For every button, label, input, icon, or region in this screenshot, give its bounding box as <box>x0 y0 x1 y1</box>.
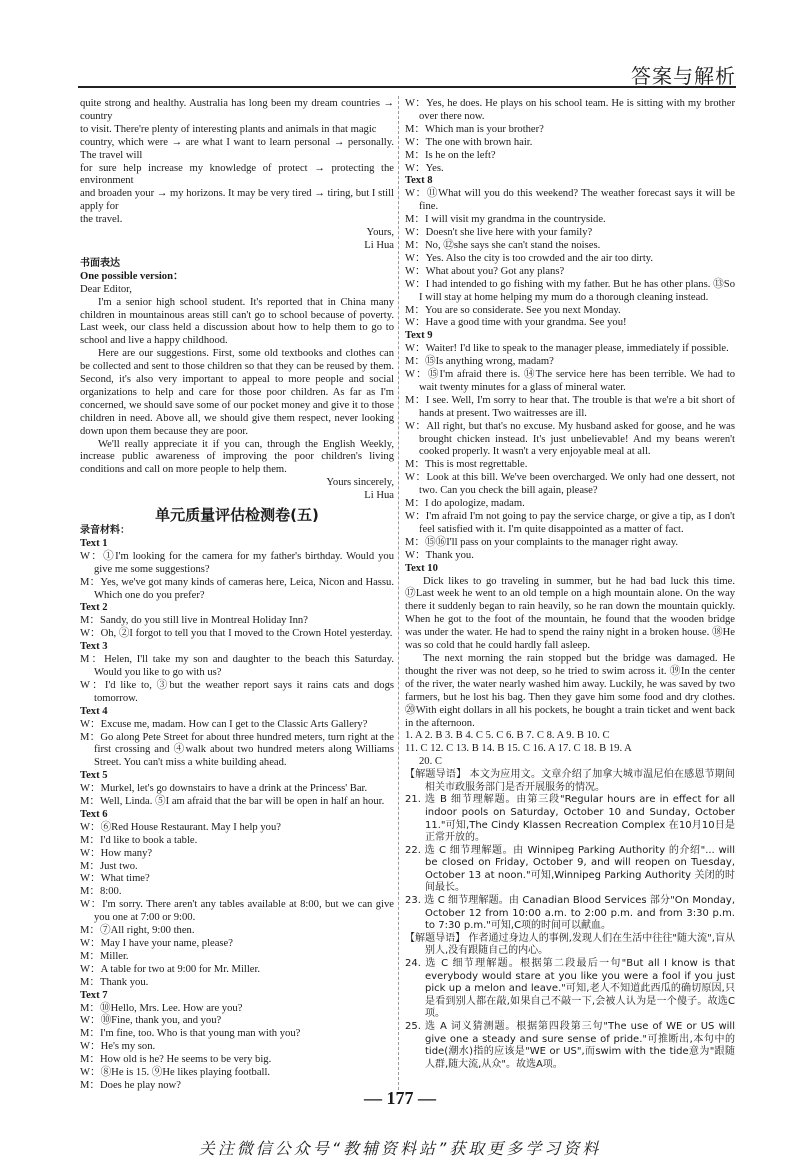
dialog-line: W：Look at this bill. We've been overcharged. We only had one dessert, not two. Can you check the bill again, please? <box>405 472 735 497</box>
page-number: — 177 — <box>364 1088 436 1108</box>
text-heading: Text 4 <box>80 705 108 717</box>
dialog-line: W：Oh, ②I forgot to tell you that I moved to the Crown Hotel yesterday. <box>80 628 393 640</box>
dialog-line: M：Which man is your brother? <box>405 123 544 135</box>
passage-paragraph: Dick likes to go traveling in summer, but he had bad luck this time. ⑰Last week he went to an old temple on a high mountain alone. On the way there it suddenly began to rain heavily, so he ran down the mountain quickly. When he got to the foot of the mountain, he found that the wooden bridge was under the water. He had to spend the rainy night in a broken house. ⑱He was so cold that he could hardly fall asleep. <box>405 575 735 652</box>
dialog-line: W：I had intended to go fishing with my father. But he has other plans. ⑬So I will stay at home helping my mum do a thorough cleaning instead. <box>405 278 735 303</box>
dialog-line: M：⑮⑯I'll pass on your complaints to the manager right away. <box>405 536 679 548</box>
text-heading: Text 8 <box>405 175 433 187</box>
dialog-line: W：Yes. <box>405 162 444 174</box>
text-heading: Text 6 <box>80 808 108 820</box>
dialog-line: M：⑦All right, 9:00 then. <box>80 925 195 937</box>
dialog-line: W：Yes. Also the city is too crowded and the air too dirty. <box>405 252 654 264</box>
explanation-item: 【解题导语】 作者通过身边人的事例,发现人们在生活中往往"随大流",盲从别人,没有跟随自己的内心。 <box>405 932 735 957</box>
right-column <box>405 98 735 1071</box>
explanation-item: 25. 选 A 词义猜测题。根据第四段第三句"The use of WE or US will give one a steady and sure sense of pride."可推断出,本句中的tide(潮水)指的应该是"WE or US",而swim with the tide意为"跟随人群,随大流,从众"。故选A项。 <box>405 1021 735 1070</box>
text-block <box>405 563 735 731</box>
text-block <box>80 706 394 771</box>
letter-sign: Yours, <box>366 227 394 239</box>
letter-line: the travel. <box>80 214 123 226</box>
dialog-line: W：⑧He is 15. ⑨He likes playing football. <box>80 1067 271 1079</box>
recording-label: 录音材料： <box>80 525 130 536</box>
dialog-line: W：He's my son. <box>80 1041 156 1053</box>
essay-paragraph: We'll really appreciate it if you can, through the English Weekly, increase public awareness of improving the poor children's living conditions and call on more people to help them. <box>80 438 394 476</box>
essay-paragraph: I'm a senior high school student. It's reported that in China many children in mountainous areas still can't go to school because of poverty. Last week, our class held a discussion about how to help them to go to school and live a happy childhood. <box>80 296 394 347</box>
essay-close: Yours sincerely, <box>326 477 394 489</box>
dialog-line: W：⑩Fine, thank you, and you? <box>80 1015 222 1027</box>
dialog-line: W：Waiter! I'd like to speak to the manager please, immediately if possible. <box>405 343 729 355</box>
header-rule <box>78 86 736 88</box>
essay-paragraph: Here are our suggestions. First, some old textbooks and clothes can be collected and sent to those children so that they can be reused by them. Second, it's also very important to appeal to more people and social organizations to help and care for those poor children. As far as I'm concerned, we should save some of our pocket money and give it to those children in need. Above all, we should give them respect, never looking down upon them because they are poor. <box>80 348 394 437</box>
answer-line: 20. C <box>419 756 442 768</box>
text-heading: Text 7 <box>80 989 108 1001</box>
text-block <box>80 538 394 603</box>
dialog-line: M：I'd like to book a table. <box>80 834 198 846</box>
answer-line: 1. A 2. B 3. B 4. C 5. C 6. B 7. C 8. A 9. B 10. C <box>405 730 610 742</box>
text-heading: Text 10 <box>405 562 438 574</box>
dialog-line: W：What time? <box>80 873 150 885</box>
dialog-line: M：This is most regrettable. <box>405 459 528 471</box>
dialog-line: W：①I'm looking for the camera for my father's birthday. Would you give me some suggestions? <box>80 550 394 575</box>
dialog-line: W：The one with brown hair. <box>405 136 533 148</box>
dialog-line: W：⑪What will you do this weekend? The weather forecast says it will be fine. <box>405 188 735 213</box>
header-title: 答案与解析 <box>631 64 736 88</box>
letter-line: to visit. There're plenty of interesting plants and animals in that magic <box>80 123 377 135</box>
dialog-line: M：Go along Pete Street for about three hundred meters, turn right at the first crossing and ④walk about two hundred meters along Williams Street. You can't miss a white building ahead. <box>80 731 394 769</box>
left-column <box>80 98 394 1093</box>
dialog-line: M：Just two. <box>80 860 138 872</box>
text-block <box>80 602 394 641</box>
text-block <box>80 809 394 990</box>
explanations <box>405 769 735 1071</box>
dialog-line: W：Doesn't she live here with your family? <box>405 227 593 239</box>
dialog-line: M：Well, Linda. ⑤I am afraid that the bar will be open in half an hour. <box>80 796 385 808</box>
text-heading: Text 9 <box>405 330 433 342</box>
dialog-line: M：Helen, I'll take my son and daughter to the beach this Saturday. Would you like to go with us? <box>80 654 394 678</box>
text-heading: Text 5 <box>80 770 108 782</box>
explanation-item: 22. 选 C 细节理解题。由 Winnipeg Parking Authority 的介绍"... will be closed on Friday, October 9, and will reopen on Tuesday, October 13 at noon."可知,Winnipeg Parking Authority 关闭的时间最长。 <box>405 844 735 894</box>
letter-line: and broaden your → my horizons. It may be very tired → tiring, but I still apply for <box>80 188 394 213</box>
letter-line: for sure help increase my knowledge of protect → protecting the environment <box>80 162 394 187</box>
dialog-line: W：How many? <box>80 847 153 859</box>
dialog-line: M：You are so considerate. See you next Monday. <box>405 304 621 316</box>
dialog-line: M：Yes, we've got many kinds of cameras here, Leica, Nicon and Hassu. Which one do you prefer? <box>80 576 394 601</box>
dialog-line: M：Thank you. <box>80 976 149 988</box>
text-block <box>80 641 394 706</box>
explanation-item: 24. 选 C 细节理解题。根据第二段最后一句"But all I know is that everybody would stare at you like you were a fool if you just pick up a melon and leave."可知,老人不知道此西瓜的确切原因,只是看到别人都在敲,如果自己不敲一下,会被人认为是一个傻子。故选C项。 <box>405 958 735 1020</box>
dialog-line: W：Have a good time with your grandma. See you! <box>405 317 627 329</box>
dialog-line: M：Miller. <box>80 950 129 962</box>
text-block <box>405 175 735 330</box>
text-heading: Text 3 <box>80 641 108 653</box>
footer-note: 关注微信公众号“教辅资料站”获取更多学习资料 <box>198 1139 602 1158</box>
dialog-line: M：⑩Hello, Mrs. Lee. How are you? <box>80 1002 243 1014</box>
dialog-line: W：Murkel, let's go downstairs to have a drink at the Princess' Bar. <box>80 783 368 795</box>
dialog-line: W：All right, but that's no excuse. My husband asked for goose, and he was brought chicken instead. It's just unbelievable! And my beans weren't cooked properly. It wasn't a very enjoyable meal at all. <box>405 420 735 458</box>
version-label: One possible version： <box>80 270 184 282</box>
letter-sign: Li Hua <box>364 239 394 251</box>
dialog-line: M：8:00. <box>80 886 122 898</box>
section-title: 单元质量评估检测卷(五) <box>155 506 319 525</box>
dialog-line: M：I do apologize, madam. <box>405 498 525 510</box>
dialog-line: W：What about you? Got any plans? <box>405 265 565 277</box>
text-heading: Text 2 <box>80 602 108 614</box>
column-divider <box>398 96 399 1090</box>
text-block <box>80 990 394 1093</box>
dialog-line: M：Sandy, do you still live in Montreal Holiday Inn? <box>80 615 308 627</box>
writing-heading: 书面表达 <box>80 257 120 269</box>
dialog-line: W：I'd like to, ③but the weather report says it rains cats and dogs tomorrow. <box>80 679 394 704</box>
answer-key <box>405 730 735 769</box>
dialog-line: M：Is he on the left? <box>405 149 496 161</box>
dialog-line: M：How old is he? He seems to be very big. <box>80 1054 272 1066</box>
dialog-line: M：I'm fine, too. Who is that young man with you? <box>80 1028 301 1040</box>
text-block <box>80 770 394 809</box>
explanation-item: 21. 选 B 细节理解题。由第三段"Regular hours are in effect for all indoor pools on Saturday, October 10 and Sunday, October 11."可知,The Cindy Klassen Recreation Complex 在10月10日是正常开放的。 <box>405 794 735 844</box>
letter-line: quite strong and healthy. Australia has long been my dream countries → country <box>80 98 394 122</box>
dialog-line: W：⑮I'm afraid there is. ⑭The service here has been terrible. We had to wait twenty minutes for a glass of mineral water. <box>405 369 735 393</box>
dialog-line: W：Thank you. <box>405 549 474 561</box>
dialog-line: M：Does he play now? <box>80 1079 181 1091</box>
dialog-line: M：No, ⑫she says she can't stand the noises. <box>405 239 601 251</box>
explanation-item: 23. 选 C 细节理解题。由 Canadian Blood Services 部分"On Monday, October 12 from 10:00 a.m. to 2:00 p.m. and from 3:30 p.m. to 7:30 p.m."可知,C项的时间可以献血。 <box>405 895 735 932</box>
text-heading: Text 1 <box>80 537 108 549</box>
dialog-line: M：I will visit my grandma in the countryside. <box>405 214 606 226</box>
answer-line: 11. C 12. C 13. B 14. B 15. C 16. A 17. C 18. B 19. A <box>405 743 632 755</box>
dialog-line: M：⑮Is anything wrong, madam? <box>405 356 554 368</box>
dialog-line: W：⑥Red House Restaurant. May I help you? <box>80 821 281 833</box>
letter-line: country, which were → are what I want to learn personal → personally. The travel will <box>80 136 394 161</box>
dialog-line: W：Yes, he does. He plays on his school team. He is sitting with my brother over there now. <box>405 98 735 122</box>
essay-close: Li Hua <box>364 490 394 502</box>
explanation-item: 【解题导语】 本文为应用文。文章介绍了加拿大城市温尼伯在感恩节期间相关市政服务部门是否开展服务的情况。 <box>405 769 735 793</box>
letter-correction <box>80 98 394 253</box>
passage-paragraph: The next morning the rain stopped but the bridge was damaged. He thought the river was not deep, so he tried to swim across it. ⑲In the center of the river, the water nearly washed him away. Luckily, he was saved by two farmers, but he lost his bag. Then they gave him some food and dry clothes. ⑳With eight dollars in all his pockets, he bought a train ticket and went back in the afternoon. <box>405 652 735 729</box>
text-block <box>405 330 735 562</box>
dialog-line: W：May I have your name, please? <box>80 938 233 949</box>
dialog-line: W：I'm sorry. There aren't any tables available at 8:00, but we can give you one at 7:00 or 9:00. <box>80 899 394 924</box>
dialog-line: W：I'm afraid I'm not going to pay the service charge, or give a tip, as I don't feel satisfied with it. I'm quite disappointed as a matter of fact. <box>405 511 735 535</box>
dialog-line: W：A table for two at 9:00 for Mr. Miller. <box>80 963 261 975</box>
salutation: Dear Editor, <box>80 283 132 295</box>
dialog-line: W：Excuse me, madam. How can I get to the Classic Arts Gallery? <box>80 718 368 730</box>
dialog-line: M：I see. Well, I'm sorry to hear that. The trouble is that we're a bit short of hands at present. Two waitresses are ill. <box>405 394 735 419</box>
